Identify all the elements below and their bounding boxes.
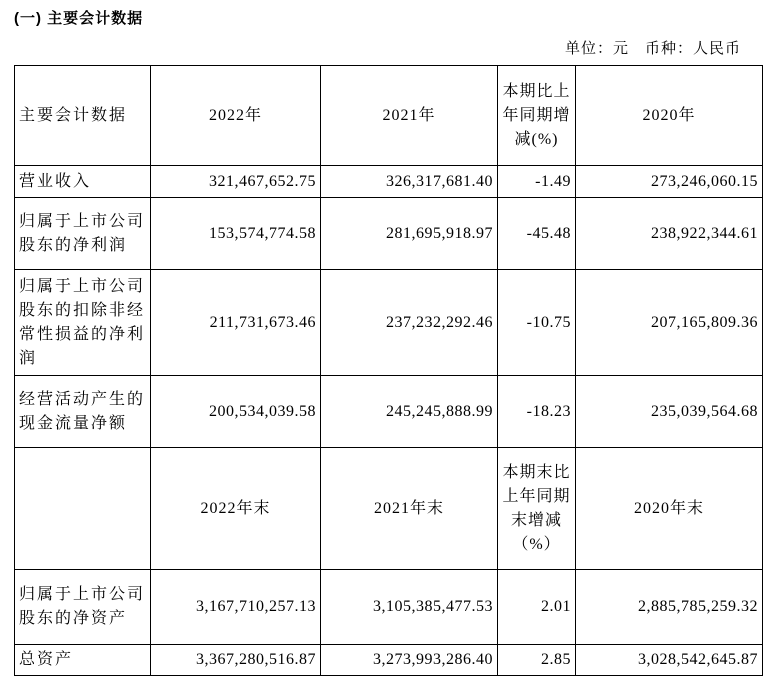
value-2020: 207,165,809.36: [576, 270, 763, 376]
header-2020: 2020年: [576, 66, 763, 166]
value-2022: 211,731,673.46: [151, 270, 321, 376]
row-label: 归属于上市公司股东的扣除非经常性损益的净利润: [15, 270, 151, 376]
header-row-label: [15, 448, 151, 570]
table-header-period-end: [15, 448, 763, 570]
value-2021: 326,317,681.40: [321, 166, 498, 198]
row-label: 营业收入: [15, 166, 151, 198]
header-2021-end: 2021年末: [321, 448, 498, 570]
header-2021: 2021年: [321, 66, 498, 166]
header-2022-end: 2022年末: [151, 448, 321, 570]
value-change-pct: -1.49: [498, 166, 576, 198]
header-end-change-pct: 本期末比上年同期末增减（%）: [498, 448, 576, 570]
value-2020: 238,922,344.61: [576, 198, 763, 270]
value-change-pct: -10.75: [498, 270, 576, 376]
row-label: 经营活动产生的现金流量净额: [15, 376, 151, 448]
row-label: 归属于上市公司股东的净利润: [15, 198, 151, 270]
value-change-pct: 2.85: [498, 645, 576, 676]
section-heading: (一) 主要会计数据: [14, 10, 144, 27]
table-row: [15, 270, 763, 376]
header-change-pct: 本期比上年同期增减(%): [498, 66, 576, 166]
table-row: [15, 198, 763, 270]
table-row: [15, 166, 763, 198]
value-2022: 153,574,774.58: [151, 198, 321, 270]
value-2021: 237,232,292.46: [321, 270, 498, 376]
value-2022: 200,534,039.58: [151, 376, 321, 448]
value-change-pct: 2.01: [498, 570, 576, 645]
table-header-annual: [15, 66, 763, 166]
value-2021: 245,245,888.99: [321, 376, 498, 448]
header-2020-end: 2020年末: [576, 448, 763, 570]
value-2022-end: 3,367,280,516.87: [151, 645, 321, 676]
table-row: [15, 376, 763, 448]
value-2022-end: 3,167,710,257.13: [151, 570, 321, 645]
value-2021-end: 3,273,993,286.40: [321, 645, 498, 676]
table-row: [15, 645, 763, 676]
value-2020: 235,039,564.68: [576, 376, 763, 448]
row-label: 总资产: [15, 645, 151, 676]
value-change-pct: -45.48: [498, 198, 576, 270]
header-row-label: 主要会计数据: [15, 66, 151, 166]
row-label: 归属于上市公司股东的净资产: [15, 570, 151, 645]
value-2021-end: 3,105,385,477.53: [321, 570, 498, 645]
table-row: [15, 570, 763, 645]
value-2021: 281,695,918.97: [321, 198, 498, 270]
unit-currency-line: 单位：元 币种：人民币: [564, 41, 741, 57]
key-accounting-data-table: [14, 65, 763, 676]
value-2020-end: 3,028,542,645.87: [576, 645, 763, 676]
value-change-pct: -18.23: [498, 376, 576, 448]
header-2022: 2022年: [151, 66, 321, 166]
value-2022: 321,467,652.75: [151, 166, 321, 198]
value-2020-end: 2,885,785,259.32: [576, 570, 763, 645]
value-2020: 273,246,060.15: [576, 166, 763, 198]
